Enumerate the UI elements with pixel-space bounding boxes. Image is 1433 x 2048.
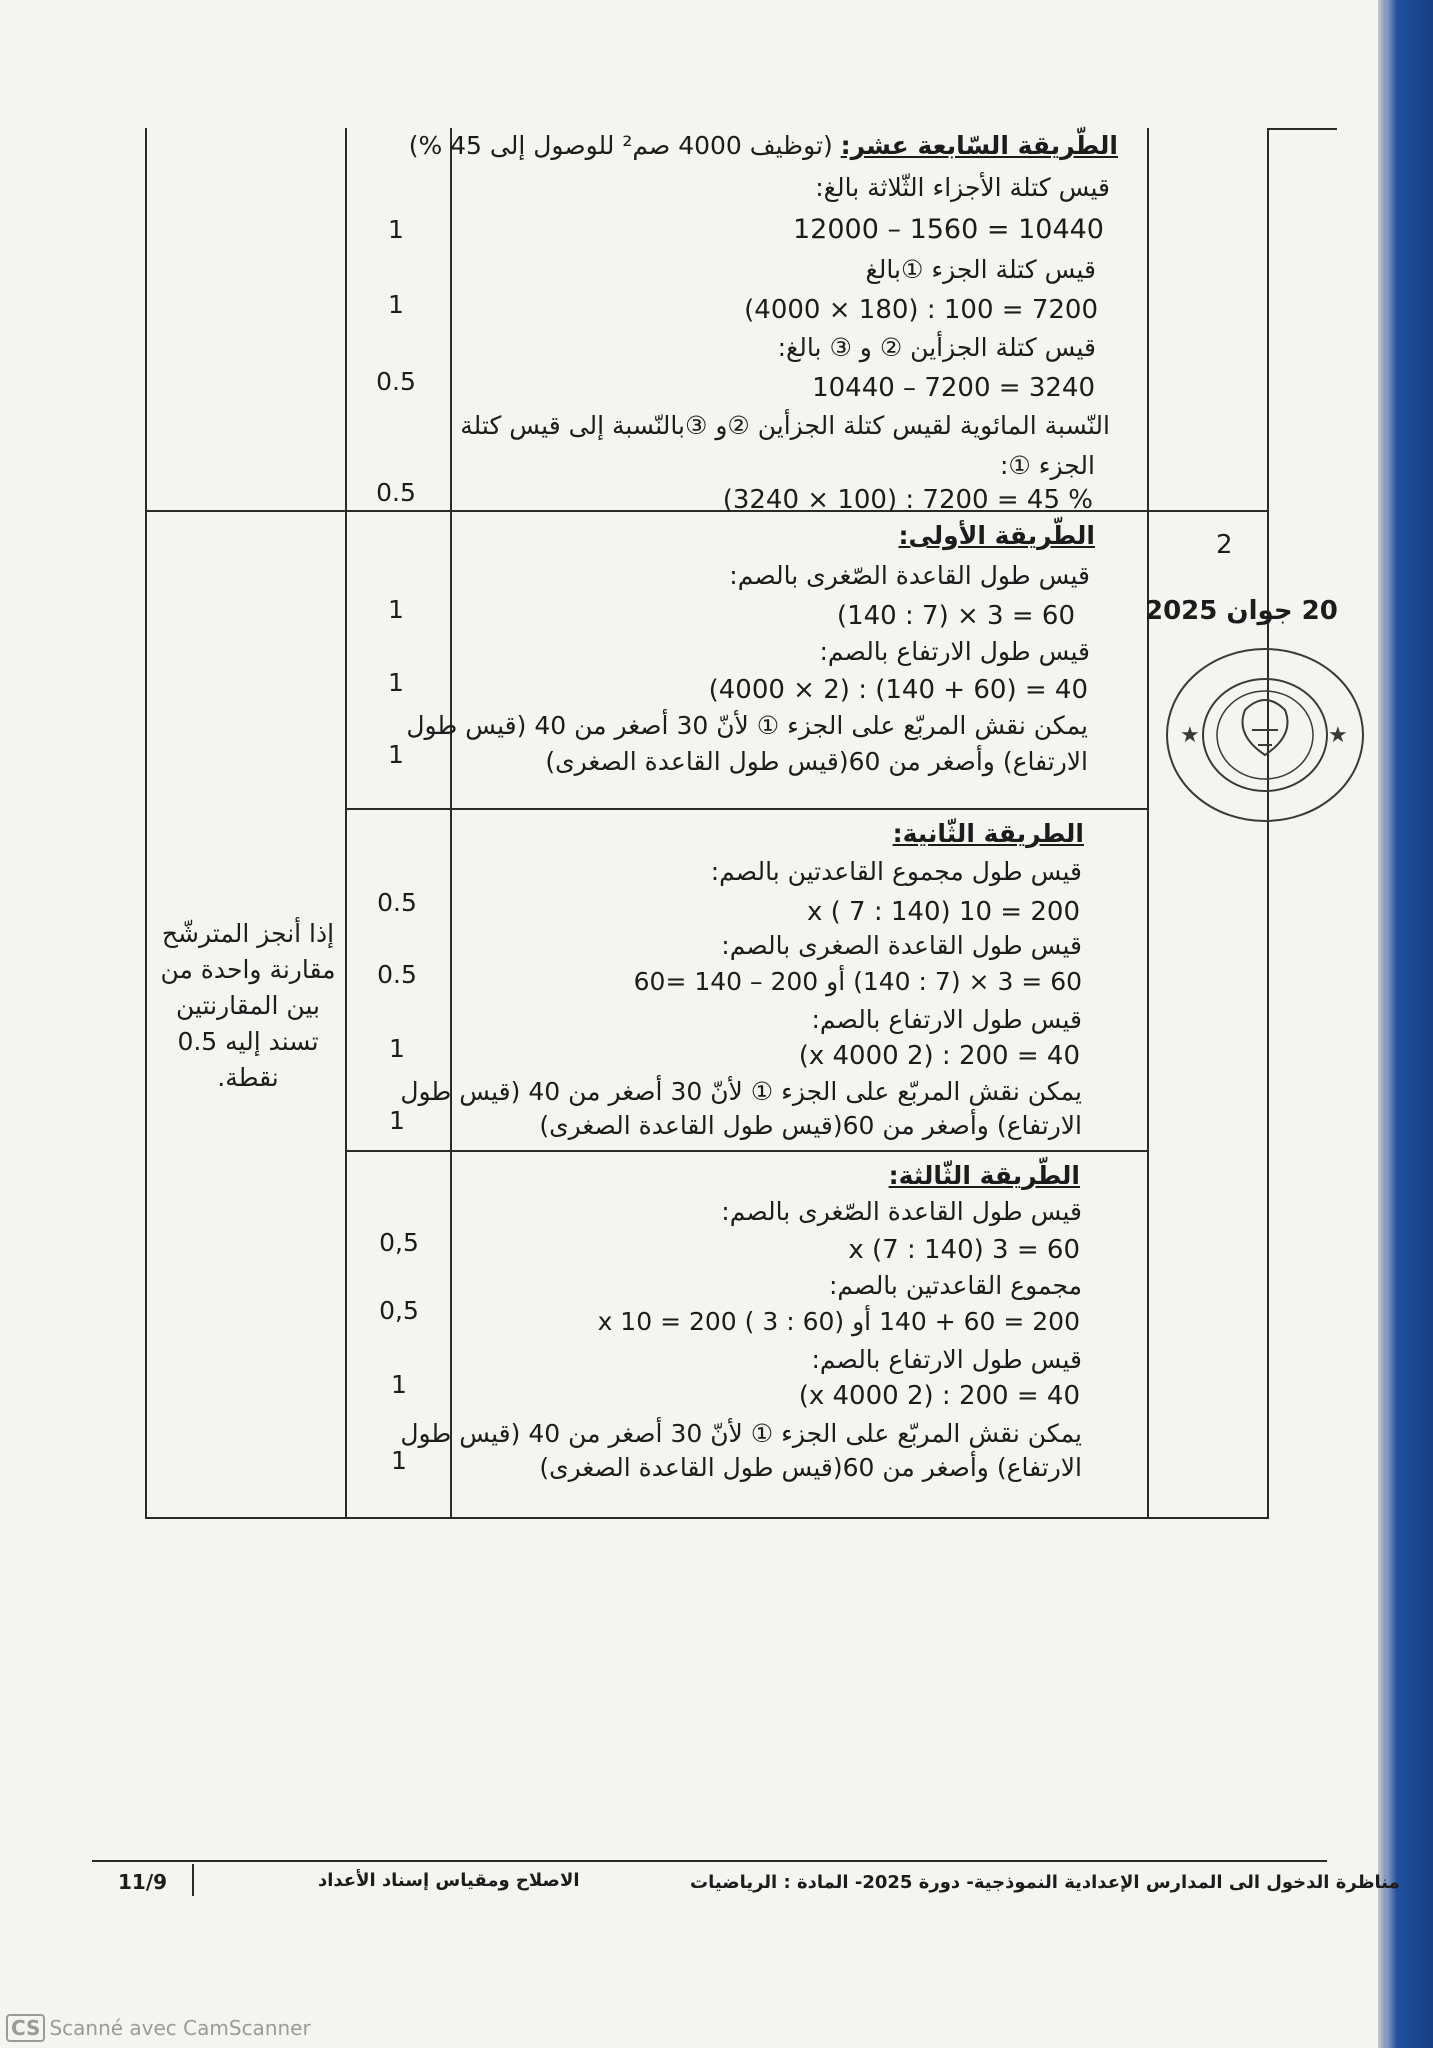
row2-line-4: يمكن نقش المربّع على الجزء ① لأنّ 30 أصغر من 40 (قيس طول [406, 711, 1088, 740]
page-edge-binder [1378, 0, 1433, 2048]
row3-title: الطريقة الثّانية: [892, 819, 1084, 848]
row4-title: الطّريقة الثّالثة: [888, 1161, 1080, 1190]
row4-line-6: يمكن نقش المربّع على الجزء ① لأنّ 30 أصغر من 40 (قيس طول [400, 1419, 1082, 1448]
row3-score-3: 1 [389, 1106, 405, 1135]
row1-line-0: قيس كتلة الأجزاء الثّلاثة بالغ: [815, 173, 1110, 202]
row4-score-0: 0,5 [379, 1228, 419, 1257]
scoring-note [158, 916, 338, 1096]
row2-title: الطّريقة الأولى: [898, 521, 1095, 550]
ministry-seal-icon [1160, 640, 1370, 830]
row1-score-0: 1 [388, 215, 404, 244]
row1-line-8: % 45 = 7200 : (100 × 3240) [722, 485, 1093, 515]
footer-exam-title: مناظرة الدخول الى المدارس الإعدادية النموذجية- دورة 2025- المادة : الرياضيات [690, 1872, 1400, 1893]
svg-text:★: ★ [1328, 723, 1348, 748]
row4-line-5: 40 = 200 : (2 x 4000) [798, 1381, 1080, 1411]
row1-title: الطّريقة السّابعة عشر: [840, 131, 1118, 160]
scoring-note-line-0: إذا أنجز المترشّح [161, 919, 335, 948]
row4-line-7: الارتفاع) وأصغر من 60(قيس طول القاعدة الصغرى) [539, 1453, 1082, 1482]
row3-line-5: 40 = 200 : (2 x 4000) [798, 1041, 1080, 1071]
row3-score-0: 0.5 [377, 888, 417, 917]
camscanner-watermark [6, 2014, 311, 2042]
row1-line-2: قيس كتلة الجزء ①بالغ [865, 255, 1096, 284]
row4-line-4: قيس طول الارتفاع بالصم: [811, 1345, 1082, 1374]
row1-line-7: الجزء ①: [999, 451, 1095, 480]
row2-line-1: 60 = 3 × (7 : 140) [836, 601, 1075, 631]
row3-line-0: قيس طول مجموع القاعدتين بالصم: [710, 857, 1082, 886]
row2-score-2: 1 [388, 740, 404, 769]
row4-score-1: 0,5 [379, 1296, 419, 1325]
row1-score-1: 1 [388, 290, 404, 319]
row2-line-2: قيس طول الارتفاع بالصم: [819, 637, 1090, 666]
table-border-content-col [1147, 128, 1149, 1518]
row2-line-3: 40 = (60 + 140) : (2 × 4000) [708, 675, 1088, 705]
question-number: 2 [1216, 530, 1233, 560]
row3-score-1: 0.5 [377, 960, 417, 989]
row4-score-2: 1 [391, 1370, 407, 1399]
row4-line-2: مجموع القاعدتين بالصم: [828, 1271, 1082, 1300]
row3-line-7: الارتفاع) وأصغر من 60(قيس طول القاعدة الصغرى) [539, 1111, 1082, 1140]
table-top-right [1267, 128, 1337, 130]
svg-text:★: ★ [1180, 723, 1200, 748]
scoring-note-line-2: بين المقارنتين [176, 991, 320, 1020]
camscanner-logo-icon: CS [6, 2014, 45, 2042]
row4-line-3: 200 = 60 + 140 أو (60 : 3 ) x 10 = 200 [597, 1307, 1080, 1336]
table-border-note-col [345, 128, 347, 1518]
row1-heading [409, 130, 1118, 162]
row2-line-5: الارتفاع) وأصغر من 60(قيس طول القاعدة الصغرى) [545, 747, 1088, 776]
scoring-note-line-4: نقطة. [217, 1063, 279, 1092]
scoring-note-line-3: تسند إليه 0.5 [177, 1027, 319, 1056]
row3-line-6: يمكن نقش المربّع على الجزء ① لأنّ 30 أصغر من 40 (قيس طول [400, 1077, 1082, 1106]
table-border-score-col [450, 128, 452, 1518]
row-separator-3 [345, 1150, 1149, 1152]
table-border-bottom [145, 1517, 1269, 1519]
row4-line-0: قيس طول القاعدة الصّغرى بالصم: [721, 1197, 1082, 1226]
row3-line-2: قيس طول القاعدة الصغرى بالصم: [721, 931, 1082, 960]
row3-line-1: 200 = 10 x ( 7 : 140) [807, 897, 1080, 927]
row3-line-4: قيس طول الارتفاع بالصم: [811, 1005, 1082, 1034]
row3-score-2: 1 [389, 1034, 405, 1063]
footer-page-divider [192, 1864, 194, 1896]
row4-score-3: 1 [391, 1446, 407, 1475]
row1-line-4: قيس كتلة الجزأين ② و ③ بالغ: [777, 333, 1096, 362]
row-separator-1 [145, 510, 1269, 512]
row-separator-2 [345, 808, 1149, 810]
row4-line-1: 60 = 3 x (7 : 140) [848, 1235, 1080, 1265]
row2-line-0: قيس طول القاعدة الصّغرى بالصم: [729, 561, 1090, 590]
row3-line-3: 60 = 3 × (7 : 140) أو 200 – 140 =60 [633, 967, 1082, 996]
row2-score-0: 1 [388, 595, 404, 624]
row1-subtitle: (توظيف 4000 صم² للوصول إلى 45 %) [408, 131, 833, 160]
row1-line-5: 3240 = 7200 – 10440 [812, 373, 1095, 403]
row1-score-3: 0.5 [376, 478, 416, 507]
row2-score-1: 1 [388, 668, 404, 697]
footer-rule [92, 1860, 1327, 1862]
row1-line-3: 7200 = 100 : (180 × 4000) [744, 295, 1098, 325]
footer-page-number: 11/9 [118, 1870, 168, 1894]
row1-line-6: النّسبة المائوية لقيس كتلة الجزأين ②و ③بالنّسبة إلى قيس كتلة [460, 411, 1110, 440]
row1-score-2: 0.5 [376, 367, 416, 396]
row1-line-1: 10440 = 1560 – 12000 [793, 214, 1104, 245]
footer-section: الاصلاح ومقياس إسناد الأعداد [318, 1870, 580, 1891]
table-border-left [145, 128, 147, 1518]
date-stamp: 20 جوان 2025 [1145, 596, 1338, 626]
scoring-note-line-1: مقارنة واحدة من [160, 955, 336, 984]
camscanner-text: Scanné avec CamScanner [49, 2016, 311, 2040]
